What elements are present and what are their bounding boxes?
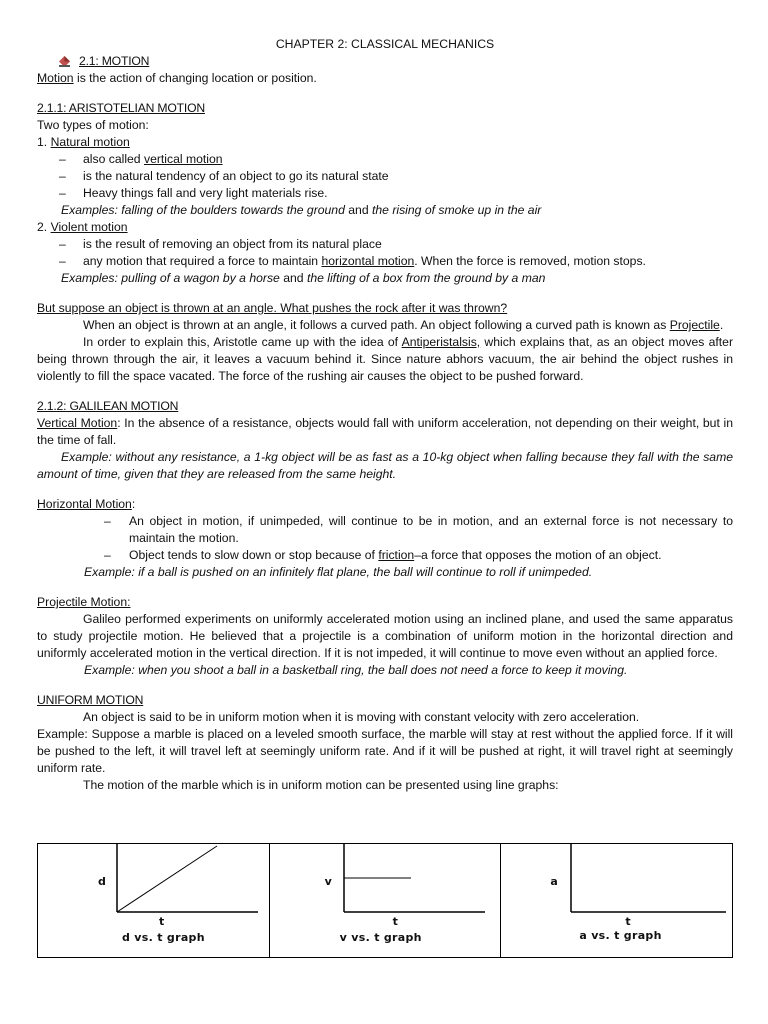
list-item: – is the result of removing an object from its natural place [59,237,382,251]
section-2-1-1-title: 2.1.1: ARISTOTELIAN MOTION [37,101,205,115]
y-axis-label: a [550,875,559,888]
y-axis-label: v [324,875,333,888]
uniform-motion-example: Example: Suppose a marble is placed on a leveled smooth surface, the marble will stay at rest without the applied force. If it will be pushed to the left, it will travel left at seemingly uniform rate. And if it will be pushed at right, it will travel right at seemingly uniform rate. [37,727,733,775]
list-item: – is the natural tendency of an object to go its natural state [59,169,389,183]
uniform-motion-definition: An object is said to be in uniform motion when it is moving with constant velocity with zero acceleration. [83,710,640,724]
graph-v-vs-t [270,844,502,957]
uniform-motion-title: UNIFORM MOTION [37,693,144,707]
vertical-motion-paragraph: Vertical Motion: In the absence of a resistance, objects would fall with uniform acceleration, not depending on their weight, but in the time of fall. [37,416,733,447]
list-item: – An object in motion, if unimpeded, will continue to be in motion, and an external force is not necessary to maintain the motion. [104,514,733,545]
motion-definition: Motion is the action of changing location or position. [37,71,317,85]
types-intro: Two types of motion: [37,118,149,132]
antiperistalsis-paragraph: In order to explain this, Aristotle came up with the idea of Antiperistalsis, which explains that, as an object moves after being thrown through the air, it leaves a vacuum behind it. Since nature abhors vacuum, the air behind the object rushes in violently to fill the space vacated. The force of the rushing air causes the object to be pushed forward. [37,335,733,383]
graph-caption: d vs. t graph [122,931,205,944]
projectile-motion-example: Example: when you shoot a ball in a basketball ring, the ball does not need a force to keep it moving. [84,663,628,677]
chapter-title: CHAPTER 2: CLASSICAL MECHANICS [275,37,495,51]
document-page [37,36,733,794]
graph-caption: a vs. t graph [579,929,662,942]
question-heading: But suppose an object is thrown at an angle. What pushes the rock after it was thrown? [37,301,508,315]
horizontal-motion-heading: Horizontal Motion: [37,497,136,511]
violent-motion-heading: 2. Violent motion [37,220,128,234]
graph-d-vs-t [38,844,270,957]
projectile-paragraph: When an object is thrown at an angle, it follows a curved path. An object following a curved path is known as Projectile. [83,318,724,332]
violent-examples: Examples: pulling of a wagon by a horse and the lifting of a box from the ground by a man [61,271,546,285]
section-2-1-heading [37,53,733,70]
section-2-1-title: 2.1: MOTION [79,54,150,68]
diamond-bullet-icon [59,56,69,66]
graphs-intro: The motion of the marble which is in uniform motion can be presented using line graphs: [83,778,559,792]
x-axis-label: t [625,915,631,928]
list-item: – any motion that required a force to maintain horizontal motion. When the force is removed, motion stops. [59,254,646,268]
natural-motion-heading: 1. Natural motion [37,135,130,149]
projectile-motion-heading: Projectile Motion: [37,595,131,609]
list-item: – Object tends to slow down or stop because of friction–a force that opposes the motion of an object. [104,548,662,562]
graphs-table [37,843,733,958]
section-2-1-2-title: 2.1.2: GALILEAN MOTION [37,399,179,413]
list-item: – Heavy things fall and very light materials rise. [59,186,328,200]
horizontal-motion-example: Example: if a ball is pushed on an infinitely flat plane, the ball will continue to roll if unimpeded. [84,565,593,579]
natural-examples: Examples: falling of the boulders towards the ground and the rising of smoke up in the air [61,203,542,217]
x-axis-label: t [159,915,165,928]
vertical-motion-example: Example: without any resistance, a 1-kg object will be as fast as a 10-kg object when falling because they fall with the same amount of time, given that they are released from the same height. [37,450,733,481]
linear-increase-line [117,846,217,912]
graph-a-vs-t [501,844,732,957]
x-axis-label: t [392,915,399,928]
graph-caption: v vs. t graph [339,931,422,944]
projectile-motion-paragraph: Galileo performed experiments on uniformly accelerated motion using an inclined plane, and used the same apparatus to study projectile motion. He believed that a projectile is a combination of uniform motion in the horizontal direction and uniformly accelerated motion in the vertical direction. If it is not impeded, it will continue to move even without an applied force. [37,612,733,660]
y-axis-label: d [98,875,107,888]
list-item: – also called vertical motion [59,152,223,166]
